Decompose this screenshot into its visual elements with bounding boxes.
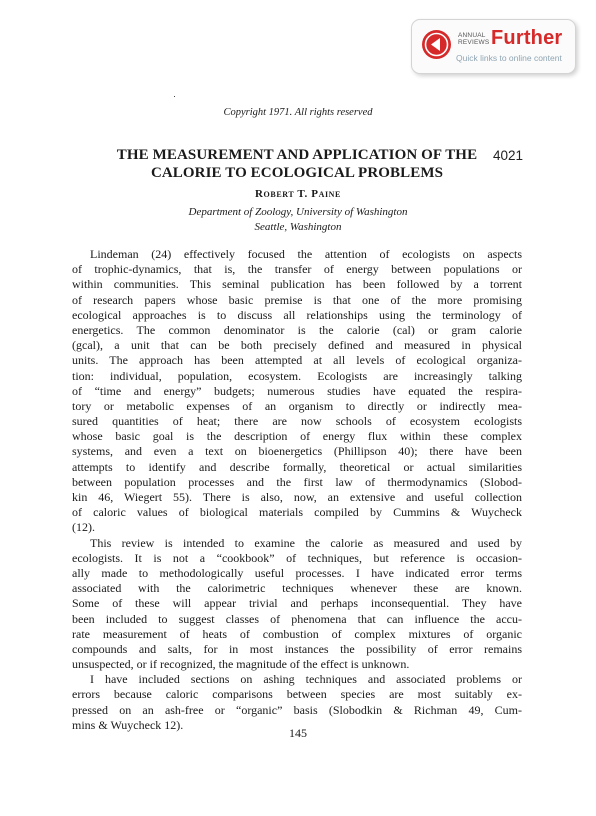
text-line: of “time and energy” budgets; numerous studies have equated the respira- [72, 383, 522, 398]
paragraph [72, 536, 522, 673]
author-name: Robert T. Paine [255, 188, 341, 200]
text-line: tory or metabolic expenses of an organism to directly or indirectly mea- [72, 398, 522, 413]
text-line: associated with the calorimetric techniques whenever these are known. [72, 581, 522, 596]
author-affiliation [0, 205, 596, 234]
text-line: I have included sections on ashing techniques and associated problems or [90, 672, 522, 687]
text-line: Some of these will appear trivial and perhaps inconsequential. They have [72, 596, 522, 611]
paragraph [72, 672, 522, 733]
text-line: (12). [72, 520, 95, 535]
text-line: attempts to identify and describe formally, theoretical or actual similarities [72, 459, 522, 474]
text-line: ecologists. It is not a “cookbook” of techniques, but reference is occasion- [72, 550, 522, 565]
annual-reviews-logo-text [458, 32, 489, 46]
text-line: ecological approaches is to discuss all relationships using the terminology of [72, 307, 522, 322]
further-banner[interactable] [411, 19, 576, 74]
text-line: of research papers whose basic premise is that one of the more promising [72, 292, 522, 307]
page-number: 145 [289, 726, 307, 740]
text-line: between population processes and the first law of thermodynamics (Slobod- [72, 474, 522, 489]
text-line: within communities. This seminal publication has been followed by a torrent [72, 277, 522, 292]
text-line: compounds and salts, for in most instances the possibility of error remains [72, 641, 522, 656]
text-line: errors because caloric comparisons between species are most suitably ex- [72, 687, 522, 702]
text-line: whose basic goal is the description of energy flux within these complex [72, 429, 522, 444]
text-line: units. The approach has been attempted at all levels of ecological organiza- [72, 353, 522, 368]
affiliation-line-1: Department of Zoology, University of Washington [188, 206, 408, 218]
text-line: ally made to methodologically useful processes. I have indicated error terms [72, 565, 522, 580]
copyright-notice: Copyright 1971. All rights reserved [223, 107, 373, 118]
text-line: Lindeman (24) effectively focused the attention of ecologists on aspects [90, 247, 522, 261]
text-line: kin 46, Wiegert 55). There is also, now, an extensive and useful collection [72, 490, 522, 504]
text-line: been included to suggest classes of phenomena that can influence the accu- [72, 611, 522, 626]
article-title [70, 146, 524, 182]
affiliation-line-2: Seattle, Washington [254, 220, 342, 233]
title-line-2: CALORIE TO ECOLOGICAL PROBLEMS [150, 165, 444, 181]
banner-annual: ANNUAL [458, 32, 486, 39]
stray-dot [174, 96, 175, 97]
text-line: of trophic-dynamics, that is, the transfer of energy between populations or [72, 262, 522, 277]
text-line: energetics. The common denominator is the calorie (cal) or gram calorie [72, 322, 522, 337]
banner-further-label: Further [491, 27, 563, 49]
text-line: tion: individual, population, ecosystem. Ecologists are increasingly talking [72, 368, 522, 383]
paragraph [72, 247, 522, 536]
text-line: sured quantities of heat; there are now schools of ecosystem ecologists [72, 414, 522, 429]
banner-tagline: Quick links to online content [456, 53, 562, 63]
text-line: (gcal), a unit that can be both precisely defined and measured in physical [72, 338, 522, 353]
text-line: systems, and even a text on bioenergetics (Phillipson 40); there have been [72, 444, 522, 459]
text-line: mins & Wuycheck 12). [72, 717, 184, 732]
title-line-1: THE MEASUREMENT AND APPLICATION OF THE [116, 147, 478, 163]
text-line: rate measurement of heats of combustion of complex mixtures of organic [72, 626, 522, 641]
article-body [72, 247, 522, 733]
back-arrow-icon [421, 29, 452, 60]
text-line: This review is intended to examine the calorie as measured and used by [90, 535, 522, 550]
text-line: of caloric values of biological materials compiled by Cummins & Wuycheck [72, 505, 522, 520]
banner-reviews: REVIEWS [458, 39, 490, 46]
text-line: pressed on an ash-free or “organic” basis (Slobodkin & Richman 49, Cum- [72, 702, 522, 717]
document-number: 4021 [493, 148, 524, 163]
text-line: unsuspected, or if recognized, the magnitude of the effect is unknown. [72, 657, 410, 672]
